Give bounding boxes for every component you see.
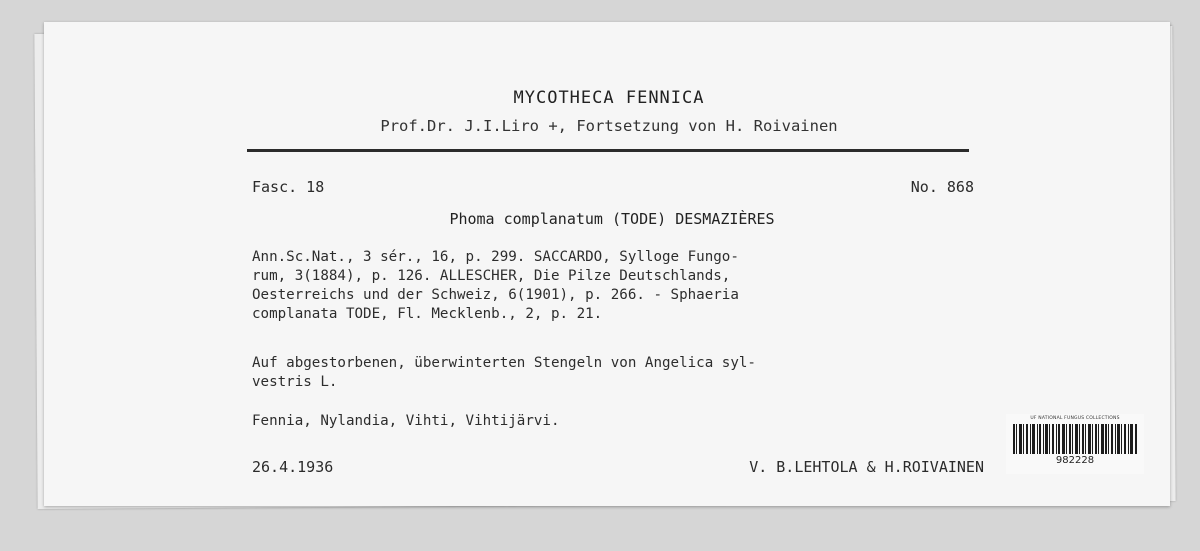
literature-citation [252, 248, 982, 324]
literature-line: Oesterreichs und der Schweiz, 6(1901), p. 266. - Sphaeria [252, 287, 739, 303]
literature-line: complanata TODE, Fl. Mecklenb., 2, p. 21. [252, 306, 603, 322]
fascicle-number: Fasc. 18 [252, 178, 325, 196]
substrate-line: Auf abgestorbenen, überwinterten Stengeln von Angelica syl- [252, 355, 756, 371]
barcode-institution: UF NATIONAL FUNGUS COLLECTIONS [1030, 416, 1120, 421]
barcode-number: 982228 [1055, 455, 1095, 466]
series-title: MYCOTHECA FENNICA [513, 88, 705, 108]
collectors: V. B.LEHTOLA & H.ROIVAINEN [749, 458, 984, 476]
literature-line: Ann.Sc.Nat., 3 sér., 16, p. 299. SACCARDO, Sylloge Fungo- [252, 249, 739, 265]
substrate-description [252, 354, 982, 392]
collection-date: 26.4.1936 [252, 458, 334, 476]
substrate-line: vestris L. [252, 374, 338, 390]
barcode-sticker [1006, 414, 1144, 474]
specimen-label [44, 22, 1170, 506]
barcode-icon [1011, 424, 1139, 454]
literature-line: rum, 3(1884), p. 126. ALLESCHER, Die Pilze Deutschlands, [252, 268, 731, 284]
label-header [249, 88, 969, 135]
locality: Fennia, Nylandia, Vihti, Vihtijärvi. [252, 413, 560, 429]
exsiccata-number: No. 868 [910, 178, 974, 196]
header-rule [247, 149, 969, 152]
species-name: Phoma complanatum (TODE) DESMAZIÈRES [449, 210, 775, 228]
series-editors: Prof.Dr. J.I.Liro +, Fortsetzung von H. Roivainen [380, 117, 838, 135]
